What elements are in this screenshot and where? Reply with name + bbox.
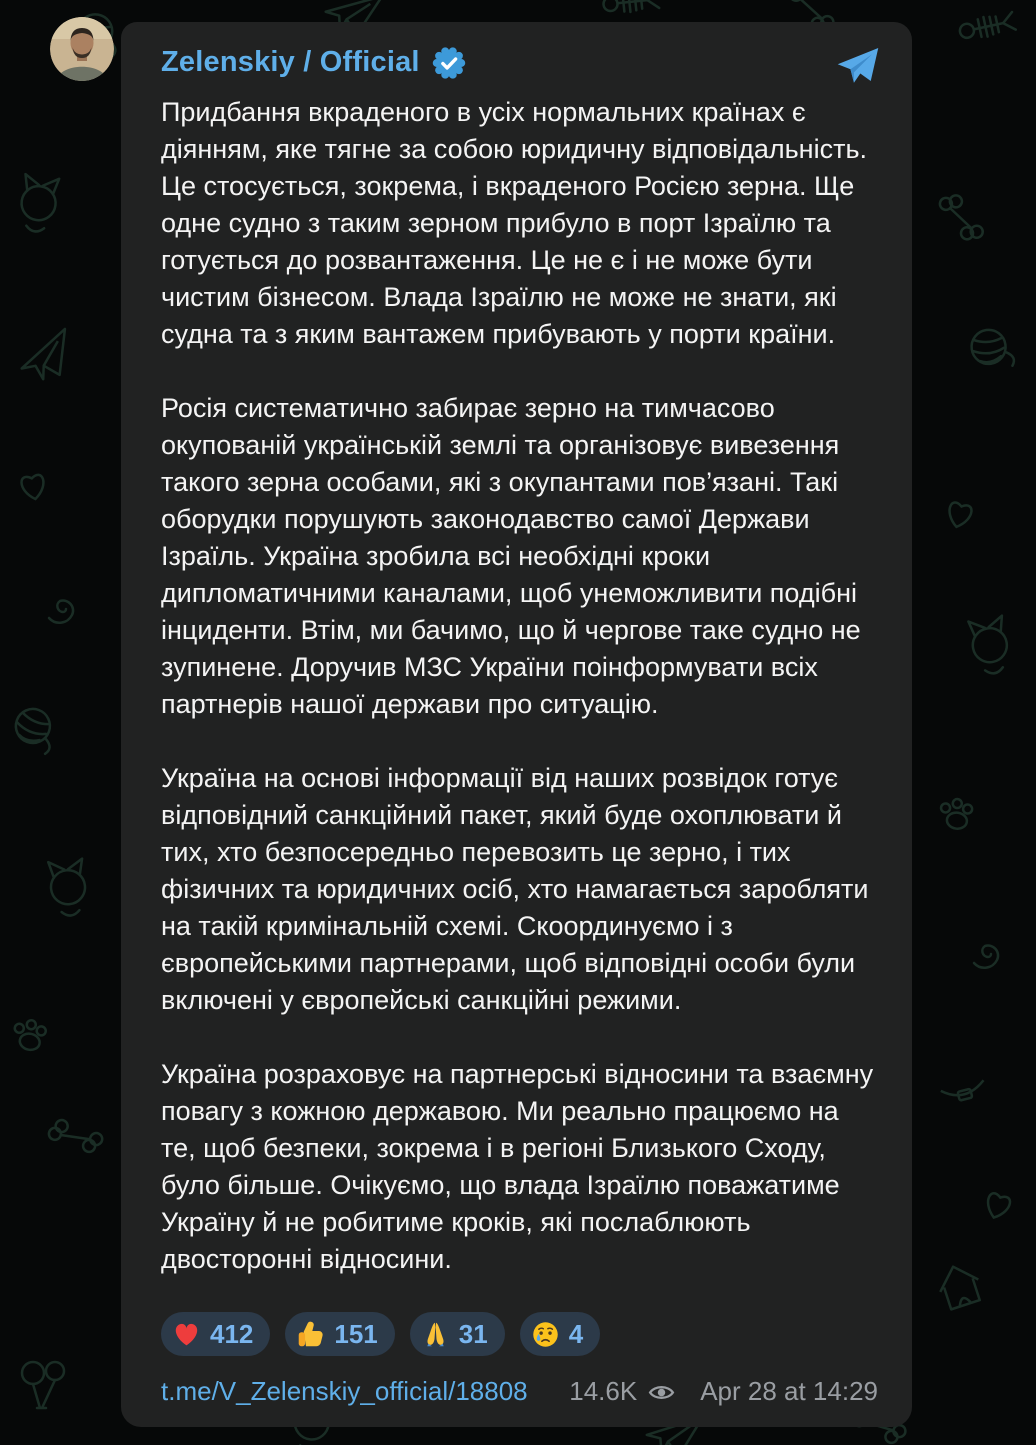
reactions-row <box>161 1312 880 1356</box>
avatar-photo <box>50 17 114 81</box>
paragraph: Україна на основі інформації від наших розвідок готує відповідний санкційний пакет, який буде охоплювати й тих, хто безпосередньо перевозить це зерно, і тих фізичних та юридичних осіб, хто намагається заробляти на такій кримінальній схемі. Скоординуємо і з європейськими партнерами, щоб відповідні особи були включені у європейські санкційні режими. <box>161 763 869 1015</box>
reaction-folded-hands[interactable] <box>410 1312 505 1356</box>
paragraph: Україна розраховує на партнерські відносини та взаємну повагу з кожною державою. Ми реально працюємо на те, щоб безпеки, зокрема і в регіоні Близького Сходу, було більше. Очікуємо, що влада Ізраїлю поважатиме Україну й не робитиме кроків, які послаблюють двосторонні відносини. <box>161 1059 874 1274</box>
views-count: 14.6K <box>569 1376 638 1406</box>
reaction-count: 151 <box>334 1318 378 1349</box>
channel-name[interactable]: Zelenskiy / Official <box>161 45 420 78</box>
eye-icon <box>648 1383 675 1402</box>
red-heart-emoji-icon <box>172 1320 201 1349</box>
verified-badge-icon <box>432 46 466 80</box>
reaction-crying-face[interactable] <box>520 1312 600 1356</box>
paragraph: Росія систематично забирає зерно на тимчасово окупованій українській землі та організовує вивезення такого зерна особами, які з окупантами пов’язані. Такі оборудки порушують законодавство самої Держави Ізраїль. Україна зробила всі необхідні кроки дипломатичними каналами, щоб унеможливити подібні інциденти. Втім, ми бачимо, що й чергове таке судно не зупинене. Доручив МЗС України поінформувати всіх партнерів нашої держави про ситуацію. <box>161 393 861 719</box>
thumbs-up-emoji-icon <box>296 1320 325 1349</box>
folded-hands-emoji-icon <box>421 1320 450 1349</box>
post-link[interactable]: t.me/V_Zelenskiy_official/18808 <box>161 1376 528 1406</box>
message-text <box>161 94 880 1312</box>
message-bottom <box>161 1312 880 1407</box>
crying-face-emoji-icon <box>531 1320 560 1349</box>
message-header <box>161 42 880 82</box>
channel-avatar[interactable] <box>50 17 114 81</box>
telegram-plane-icon[interactable] <box>836 46 880 86</box>
reaction-count: 4 <box>568 1318 584 1349</box>
message-footer <box>161 1376 880 1407</box>
reaction-count: 31 <box>458 1318 488 1349</box>
reaction-heart[interactable] <box>161 1312 270 1356</box>
reaction-count: 412 <box>210 1318 254 1349</box>
reaction-thumbs-up[interactable] <box>285 1312 394 1356</box>
message-bubble <box>121 22 912 1427</box>
paragraph: Придбання вкраденого в усіх нормальних країнах є діянням, яке тягне за собою юридичну відповідальність. Це стосується, зокрема, і вкраденого Росією зерна. Ще одне судно з таким зерном прибуло в порт Ізраїлю та готується до розвантаження. Це не є і не може бути чистим бізнесом. Влада Ізраїлю не може не знати, які судна та з яким вантажем прибувають у порти країни. <box>161 97 868 349</box>
message-date: Apr 28 at 14:29 <box>700 1376 878 1406</box>
message-meta <box>569 1376 878 1407</box>
